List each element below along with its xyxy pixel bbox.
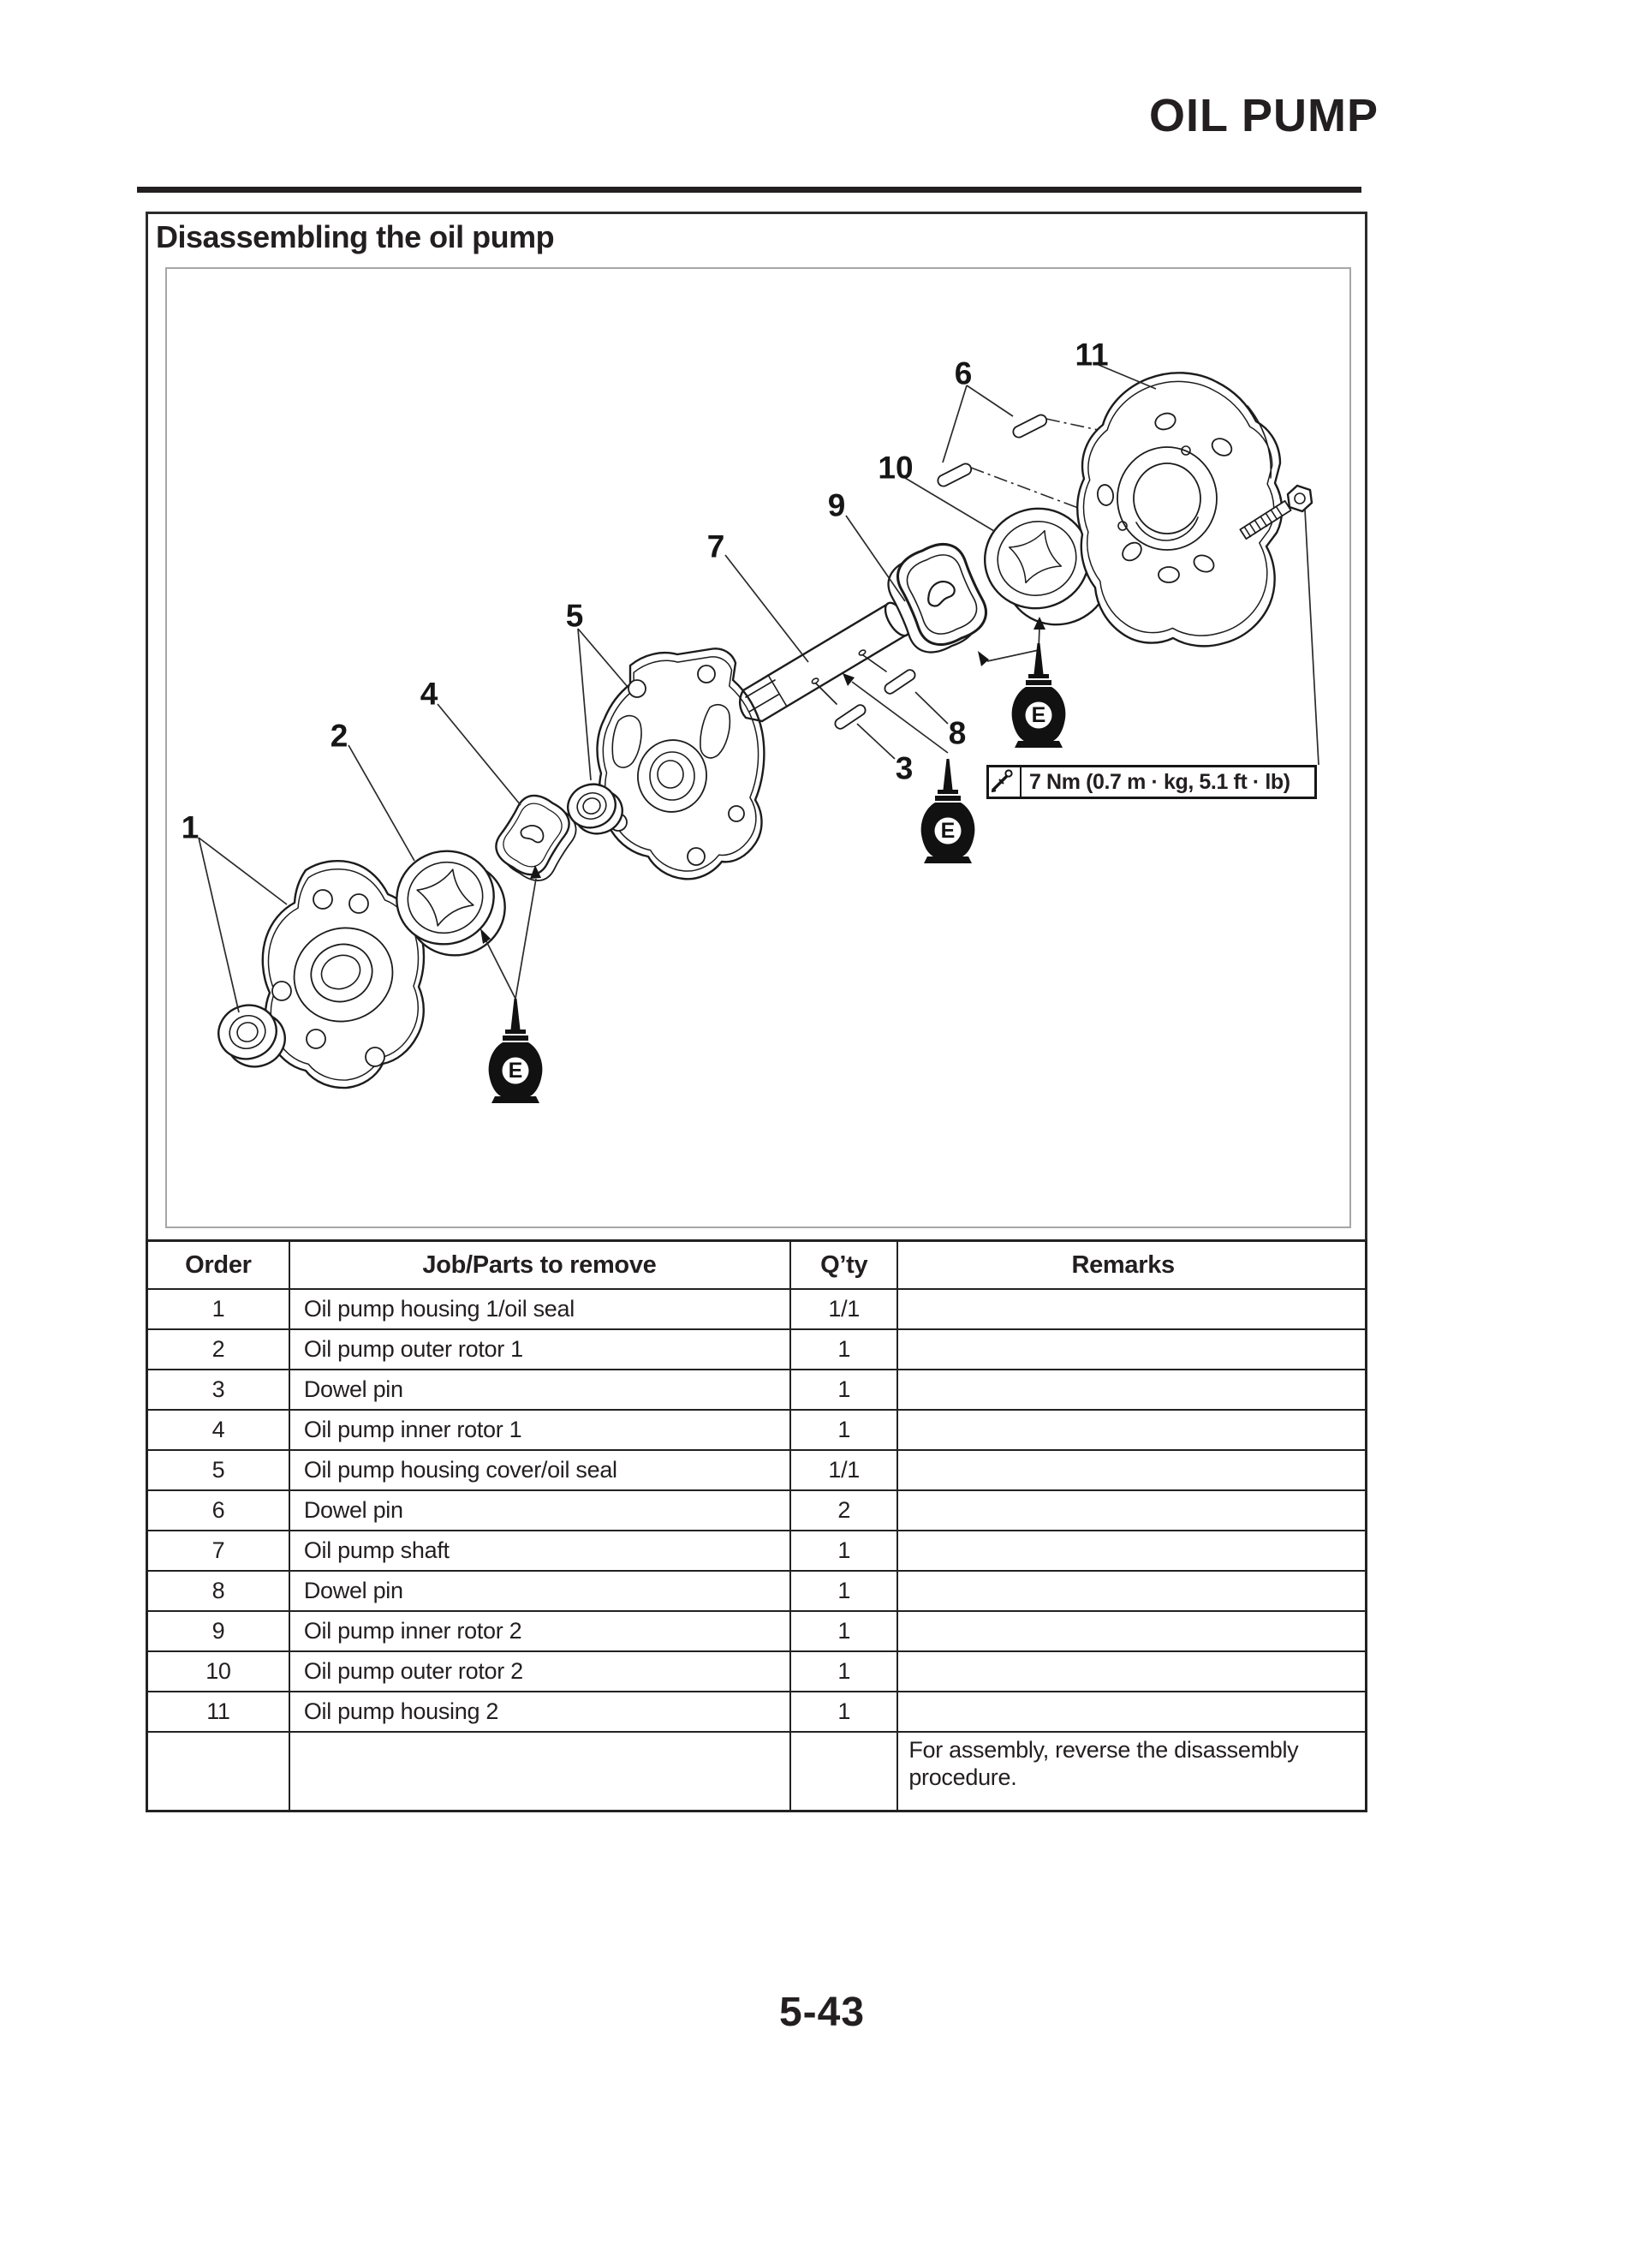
section-title: Disassembling the oil pump: [156, 219, 555, 254]
table-row: [147, 1370, 1367, 1410]
qty-cell: 1: [790, 1692, 897, 1732]
dowel-pin-3: [833, 703, 867, 731]
table-row: [147, 1692, 1367, 1732]
job-cell: Oil pump shaft: [289, 1531, 790, 1571]
remarks-cell: [897, 1370, 1366, 1410]
table-row: [147, 1410, 1367, 1450]
parts-table-body: [147, 1289, 1367, 1811]
oil-symbol-letter: E: [940, 819, 956, 843]
oil-can-icon: [489, 999, 543, 1103]
order-cell: 8: [147, 1571, 289, 1611]
page-title: OIL PUMP: [1148, 90, 1379, 141]
table-row: [147, 1450, 1367, 1490]
oil-pump-housing-2: [1077, 373, 1282, 646]
qty-cell: 1: [790, 1651, 897, 1692]
table-header-row: [147, 1241, 1367, 1290]
qty-cell: 1: [790, 1370, 897, 1410]
table-row: [147, 1531, 1367, 1571]
oil-pump-shaft: [740, 599, 914, 721]
page-number: 5-43: [778, 1990, 866, 2035]
qty-cell: 1: [790, 1329, 897, 1370]
job-cell: Dowel pin: [289, 1571, 790, 1611]
order-cell: 11: [147, 1692, 289, 1732]
callout-1: 1: [181, 809, 200, 845]
order-cell: 7: [147, 1531, 289, 1571]
oil-symbol-letter: E: [508, 1059, 523, 1083]
remarks-cell: [897, 1329, 1366, 1370]
order-cell: 3: [147, 1370, 289, 1410]
exploded-diagram-frame: [165, 267, 1351, 1228]
qty-cell: 1: [790, 1531, 897, 1571]
job-cell: Oil pump housing 1/oil seal: [289, 1289, 790, 1329]
table-row: [147, 1490, 1367, 1531]
torque-spec-note: [986, 765, 1317, 799]
qty-cell: [790, 1732, 897, 1811]
job-cell: Oil pump housing 2: [289, 1692, 790, 1732]
qty-cell: 1: [790, 1410, 897, 1450]
oil-symbol-letter: E: [1031, 703, 1046, 727]
order-cell: 6: [147, 1490, 289, 1531]
remarks-cell: For assembly, reverse the disassembly procedure.: [897, 1732, 1366, 1811]
oil-pump-inner-rotor-2: [881, 536, 993, 660]
job-cell: Dowel pin: [289, 1490, 790, 1531]
header-qty: Q’ty: [790, 1241, 897, 1290]
remarks-cell: [897, 1450, 1366, 1490]
remarks-cell: [897, 1571, 1366, 1611]
oil-pump-housing-cover: [597, 648, 764, 879]
remarks-cell: [897, 1531, 1366, 1571]
callout-8: 8: [948, 715, 967, 751]
callout-2: 2: [330, 718, 348, 754]
table-row: [147, 1732, 1367, 1811]
exploded-diagram: [167, 269, 1346, 1223]
qty-cell: 2: [790, 1490, 897, 1531]
order-cell: [147, 1732, 289, 1811]
header-remarks: Remarks: [897, 1241, 1366, 1290]
remarks-cell: [897, 1611, 1366, 1651]
job-cell: Oil pump outer rotor 2: [289, 1651, 790, 1692]
qty-cell: 1/1: [790, 1450, 897, 1490]
order-cell: 9: [147, 1611, 289, 1651]
dowel-pin-6b: [936, 462, 973, 488]
table-row: [147, 1651, 1367, 1692]
torque-wrench-icon: [989, 767, 1022, 797]
oil-can-icon: [1012, 643, 1066, 748]
table-row: [147, 1329, 1367, 1370]
qty-cell: 1/1: [790, 1289, 897, 1329]
order-cell: 5: [147, 1450, 289, 1490]
remarks-cell: [897, 1410, 1366, 1450]
job-cell: Oil pump housing cover/oil seal: [289, 1450, 790, 1490]
parts-table: [146, 1239, 1367, 1812]
callout-4: 4: [420, 676, 438, 712]
header-order: Order: [147, 1241, 289, 1290]
job-cell: [289, 1732, 790, 1811]
dowel-pin-8: [883, 668, 917, 695]
dowel-pin-6a: [1011, 413, 1048, 439]
order-cell: 1: [147, 1289, 289, 1329]
qty-cell: 1: [790, 1571, 897, 1611]
job-cell: Oil pump inner rotor 2: [289, 1611, 790, 1651]
remarks-cell: [897, 1692, 1366, 1732]
order-cell: 4: [147, 1410, 289, 1450]
torque-spec-value: 7 Nm (0.7 m · kg, 5.1 ft · lb): [1029, 769, 1290, 794]
header-rule: [137, 187, 1361, 193]
table-row: [147, 1571, 1367, 1611]
remarks-cell: [897, 1289, 1366, 1329]
table-row: [147, 1289, 1367, 1329]
remarks-cell: [897, 1490, 1366, 1531]
callout-3: 3: [895, 750, 914, 786]
table-row: [147, 1611, 1367, 1651]
job-cell: Oil pump inner rotor 1: [289, 1410, 790, 1450]
order-cell: 10: [147, 1651, 289, 1692]
remarks-cell: [897, 1651, 1366, 1692]
order-cell: 2: [147, 1329, 289, 1370]
qty-cell: 1: [790, 1611, 897, 1651]
procedure-box: [146, 212, 1367, 1792]
job-cell: Oil pump outer rotor 1: [289, 1329, 790, 1370]
callout-9: 9: [827, 487, 846, 523]
callout-5: 5: [565, 598, 584, 634]
callout-6: 6: [954, 355, 973, 391]
callout-11: 11: [1075, 337, 1109, 373]
header-job: Job/Parts to remove: [289, 1241, 790, 1290]
job-cell: Dowel pin: [289, 1370, 790, 1410]
oil-can-icon: [921, 759, 975, 863]
callout-7: 7: [706, 528, 725, 564]
callout-10: 10: [878, 450, 914, 486]
